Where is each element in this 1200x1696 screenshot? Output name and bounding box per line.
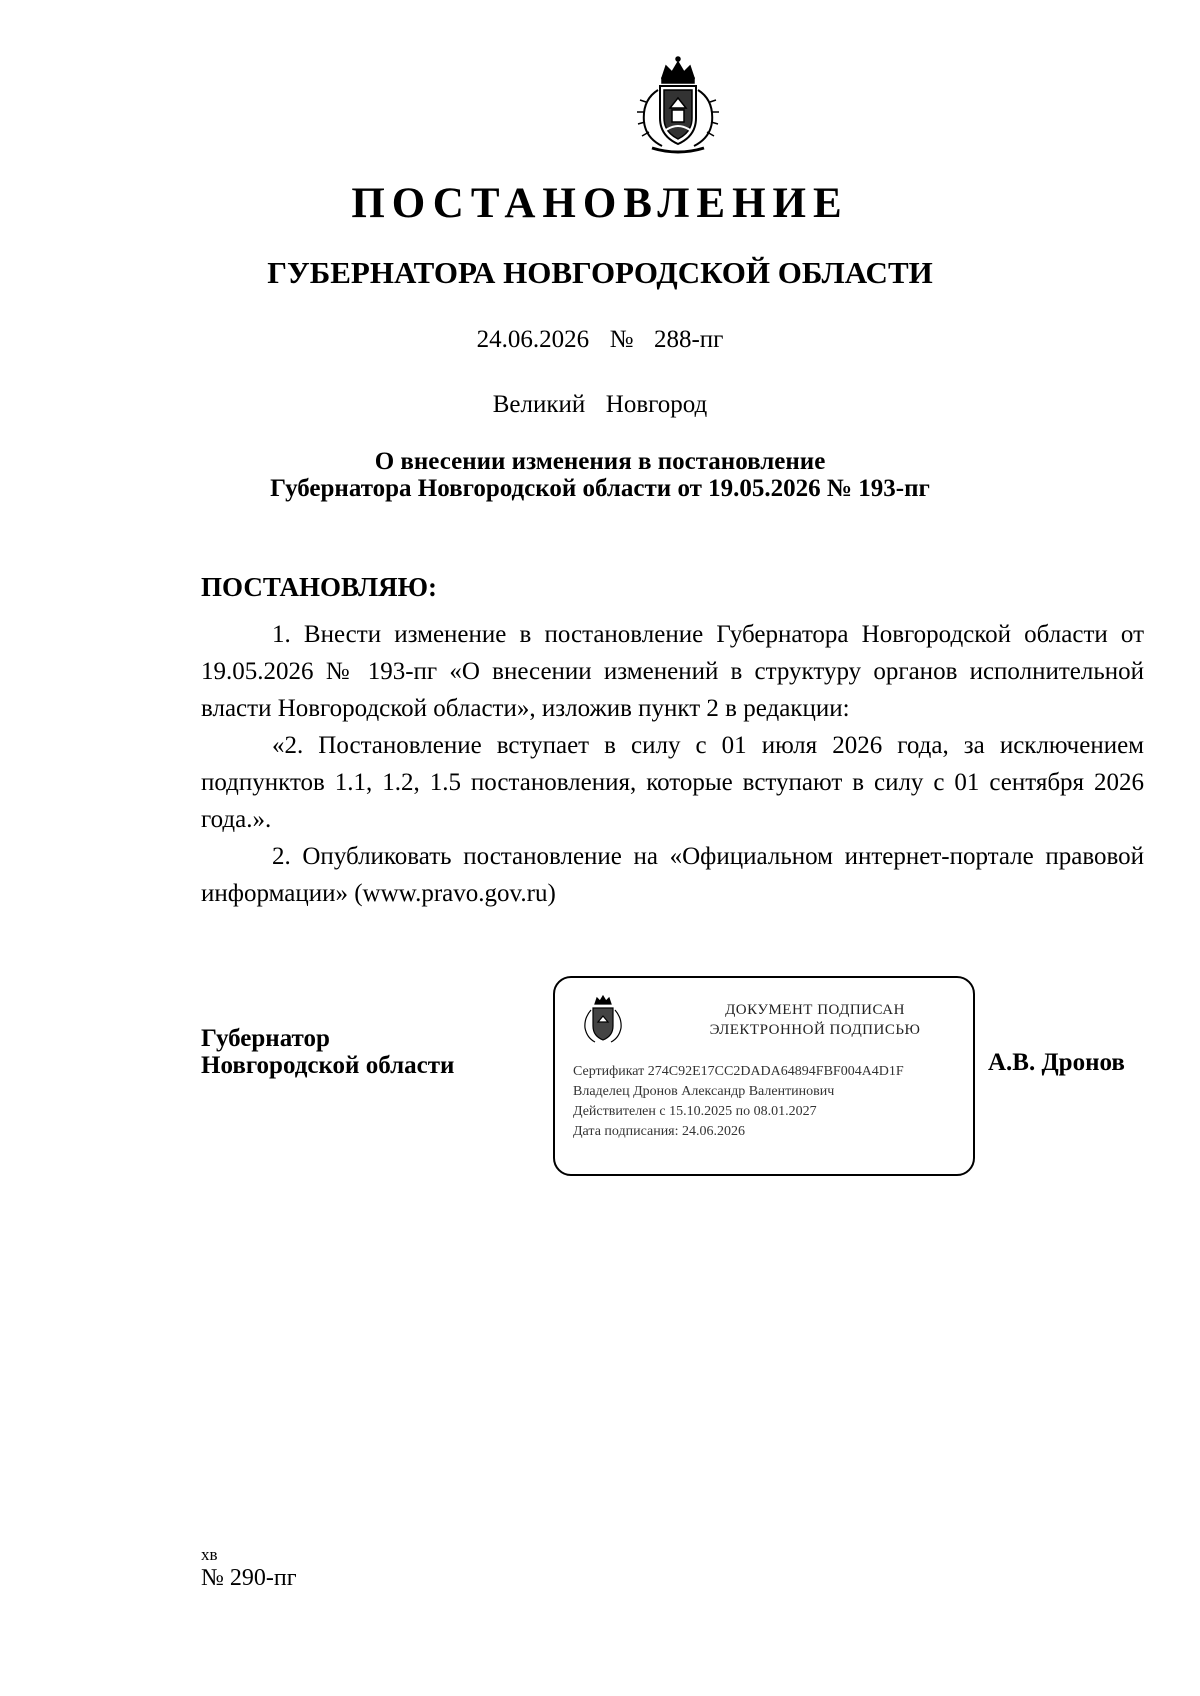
issuer-title: ГУБЕРНАТОРА НОВГОРОДСКОЙ ОБЛАСТИ — [267, 255, 933, 290]
paragraph-3: 2. Опубликовать постановление на «Официальном интернет-портале правовой информации» (www.pravo.gov.ru) — [201, 843, 1144, 907]
stamp-heading-line-1: ДОКУМЕНТ ПОДПИСАН — [725, 1002, 905, 1018]
stamp-details — [573, 1062, 904, 1142]
coat-of-arms-emblem — [632, 56, 724, 156]
signer-position-line-2: Новгородской области — [201, 1052, 455, 1079]
document-subject — [0, 448, 1200, 502]
electronic-signature-stamp — [553, 976, 975, 1176]
footer-initials: хв — [201, 1545, 218, 1564]
city-name: Великий Новгород — [492, 391, 708, 418]
footer-doc-number: № 290-пг — [201, 1565, 297, 1591]
stamp-emblem-icon — [581, 994, 625, 1046]
paragraph-1: 1. Внести изменение в постановление Губернатора Новгородской области от 19.05.2026 № 193-пг «О внесении изменений в структуру органов исполнительной власти Новгородской области», изложив пункт 2 в редакции: — [201, 621, 1144, 722]
stamp-heading — [665, 1000, 965, 1040]
stamp-signing-date: Дата подписания: 24.06.2026 — [573, 1124, 746, 1139]
signer-name: А.В. Дронов — [988, 1049, 1125, 1076]
stamp-heading-line-2: ЭЛЕКТРОННОЙ ПОДПИСЬЮ — [709, 1022, 921, 1038]
paragraph-2: «2. Постановление вступает в силу с 01 июля 2026 года, за исключением подпунктов 1.1, 1.2, 1.5 постановления, которые вступают в силу с 01 сентября 2026 года.». — [201, 732, 1144, 833]
signer-position-line-1: Губернатор — [201, 1025, 330, 1052]
subject-line-1: О внесении изменения в постановление — [374, 448, 826, 475]
footer-note — [201, 1545, 297, 1591]
document-title: ПОСТАНОВЛЕНИЕ — [351, 180, 849, 227]
document-body — [201, 616, 1144, 912]
signer-position — [201, 1025, 454, 1079]
stamp-validity: Действителен с 15.10.2025 по 08.01.2027 — [573, 1104, 817, 1119]
stamp-certificate: Сертификат 274C92E17CC2DADA64894FBF004A4D1F — [573, 1064, 904, 1079]
subject-line-2: Губернатора Новгородской области от 19.05.2026 № 193-пг — [270, 475, 930, 502]
stamp-owner: Владелец Дронов Александр Валентинович — [573, 1084, 835, 1099]
date-and-number: 24.06.2026 № 288-пг — [476, 326, 724, 353]
decree-word: ПОСТАНОВЛЯЮ: — [201, 572, 437, 602]
